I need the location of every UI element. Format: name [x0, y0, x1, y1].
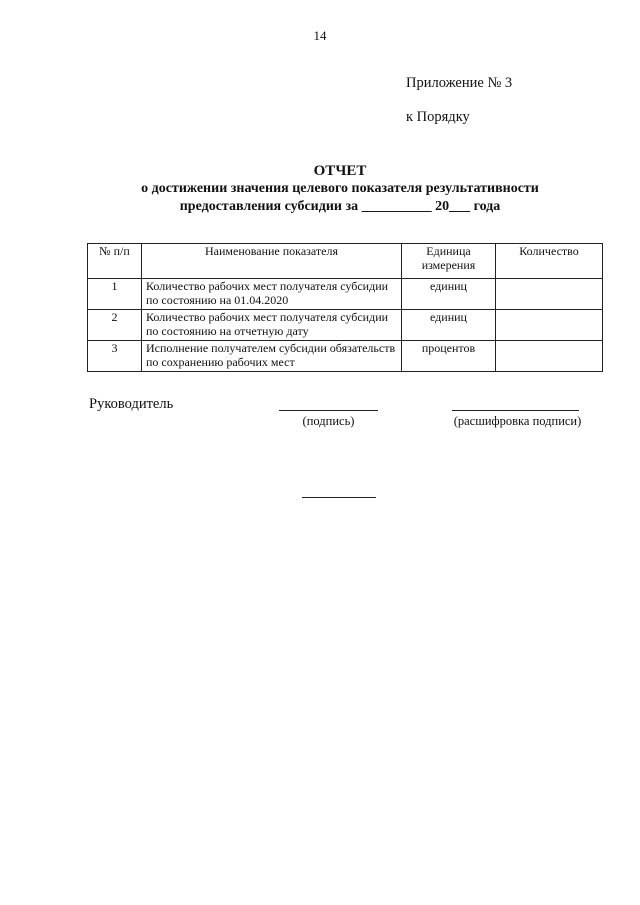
report-subtitle-line2: предоставления субсидии за __________ 20___ года: [179, 199, 501, 214]
row-quantity-cell[interactable]: [496, 279, 603, 310]
header-indicator-name: Наименование показателя: [142, 244, 402, 279]
row-indicator-name: Исполнение получателем субсидии обязательств по сохранению рабочих мест: [142, 341, 402, 372]
appendix-reference: к Порядку: [406, 109, 470, 125]
row-unit: единиц: [402, 310, 496, 341]
document-end-line: [302, 497, 376, 498]
row-number: 1: [88, 279, 142, 310]
table-header-row: [88, 244, 603, 279]
signer-role: Руководитель: [89, 396, 174, 412]
signature-decoding-line[interactable]: [452, 410, 579, 411]
appendix-number: Приложение № 3: [406, 75, 513, 91]
report-subtitle-line1: о достижении значения целевого показателя результативности: [141, 181, 539, 196]
row-indicator-name: Количество рабочих мест получателя субсидии по состоянию на 01.04.2020: [142, 279, 402, 310]
header-quantity: Количество: [496, 244, 603, 279]
row-number: 3: [88, 341, 142, 372]
row-indicator-name: Количество рабочих мест получателя субсидии по состоянию на отчетную дату: [142, 310, 402, 341]
row-number: 2: [88, 310, 142, 341]
signature-decoding-caption: (расшифровка подписи): [453, 414, 582, 428]
table-row: [88, 341, 603, 372]
row-unit: единиц: [402, 279, 496, 310]
header-unit: Единица измерения: [402, 244, 496, 279]
report-title: ОТЧЕТ: [313, 163, 367, 179]
row-quantity-cell[interactable]: [496, 341, 603, 372]
row-quantity-cell[interactable]: [496, 310, 603, 341]
page-number: 14: [313, 28, 327, 43]
table-row: [88, 310, 603, 341]
signature-caption: (подпись): [302, 414, 355, 428]
table-row: [88, 279, 603, 310]
row-unit: процентов: [402, 341, 496, 372]
header-number: № п/п: [88, 244, 142, 279]
signature-line[interactable]: [279, 410, 378, 411]
indicator-table: [87, 243, 603, 372]
